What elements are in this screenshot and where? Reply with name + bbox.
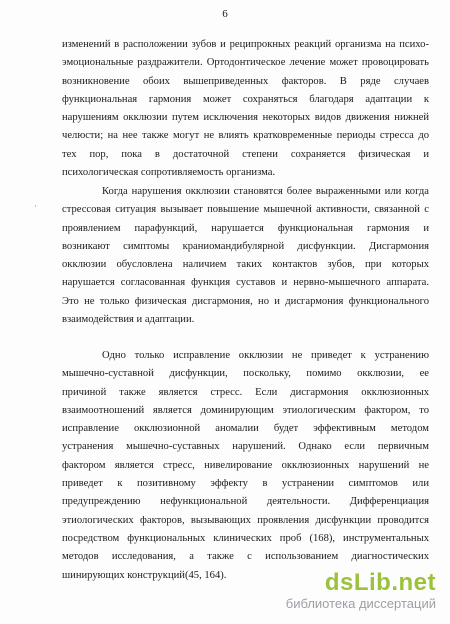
dslib-subtitle: библиотека диссертаций — [285, 596, 436, 611]
paragraph-line: психологическая сопротивляемость организма. — [62, 167, 276, 179]
paragraph-line: устранения мышечно-суставных нарушений. Однако если первичным — [62, 441, 429, 453]
paragraph-2 — [62, 183, 429, 329]
paragraph-3 — [62, 347, 429, 585]
page-number: 6 — [222, 8, 228, 20]
paragraph-line: методов исследования, а также с использованием диагностических — [62, 551, 429, 563]
dslib-logo — [286, 570, 436, 596]
paragraph-line: эмоциональные раздражители. Ортодонтическое лечение может провоцировать — [62, 57, 429, 69]
paragraph-line: взаимоотношений является доминирующим этиологическим фактором, то — [62, 404, 429, 416]
paragraph-line: Одно только исправление окклюзии не приведет к устранению — [102, 350, 429, 361]
paragraph-line: тех пор, пока в достаточной степени сохраняется физическая и — [62, 148, 429, 160]
paragraph-line: нарушениям окклюзии путем исключения некоторых видов движения нижней — [62, 112, 429, 124]
dslib-logo-suffix: .net — [391, 569, 436, 596]
paragraph-line: посредством функциональных клинических проб (168), инструментальных — [62, 532, 429, 544]
paragraph-line: челюсти; на нее также могут не влиять кратковременные периоды стресса до — [62, 130, 429, 142]
paragraph-line: исправление окклюзионной аномалии будет эффективным методом — [62, 423, 429, 435]
paragraph-line: возникают симптомы краниомандибулярной дисфункции. Дисгармония — [62, 240, 429, 252]
paragraph-line: проявлением парафункций, нарушается функциональная гармония и — [62, 222, 429, 234]
paragraph-line: шинирующих конструкций(45, 164). — [62, 569, 227, 581]
paragraph-line: взаимодействия и адаптации. — [62, 314, 195, 326]
paragraph-line: предупреждению нефункциональной деятельности. Дифференциация — [62, 496, 429, 508]
margin-mark: · — [34, 201, 37, 211]
paragraph-line: причиной также является стресс. Если дисгармония окклюзионных — [62, 386, 429, 398]
paragraph-line: окклюзии обусловлена наличием таких контактов зубов, при которых — [62, 259, 429, 271]
paragraph-line: фактором является стресс, нивелирование окклюзионных нарушений не — [62, 459, 429, 471]
paragraph-line: функциональная гармония может сохраняться благодаря адаптации к — [62, 93, 429, 105]
paragraph-1 — [62, 36, 429, 182]
paragraph-line: мышечно-суставной дисфункции, поскольку, помимо окклюзии, ее — [62, 368, 429, 380]
paragraph-line: этиологических факторов, вызывающих проявления дисфункции проводится — [62, 514, 429, 526]
paragraph-line: изменений в расположении зубов и реципрокных реакций организма на психо- — [62, 39, 429, 50]
dslib-logo-main: dsLib — [324, 569, 392, 596]
paragraph-line: Когда нарушения окклюзии становятся более выраженными или когда — [102, 186, 429, 197]
paragraph-line: стрессовая ситуация вызывает повышение мышечной активности, связанной с — [62, 204, 429, 216]
dslib-watermark — [286, 570, 436, 612]
paragraph-line: нарушается согласованная функция суставов и нервно-мышечного аппарата. — [62, 277, 429, 289]
paragraph-line: Это не только физическая дисгармония, но и дисгармония функционального — [62, 295, 429, 307]
paragraph-line: приведет к позитивному эффекту в устранении симптомов или — [62, 478, 429, 490]
paragraph-line: возникновение обоих вышеприведенных факторов. В ряде случаев — [62, 75, 429, 87]
